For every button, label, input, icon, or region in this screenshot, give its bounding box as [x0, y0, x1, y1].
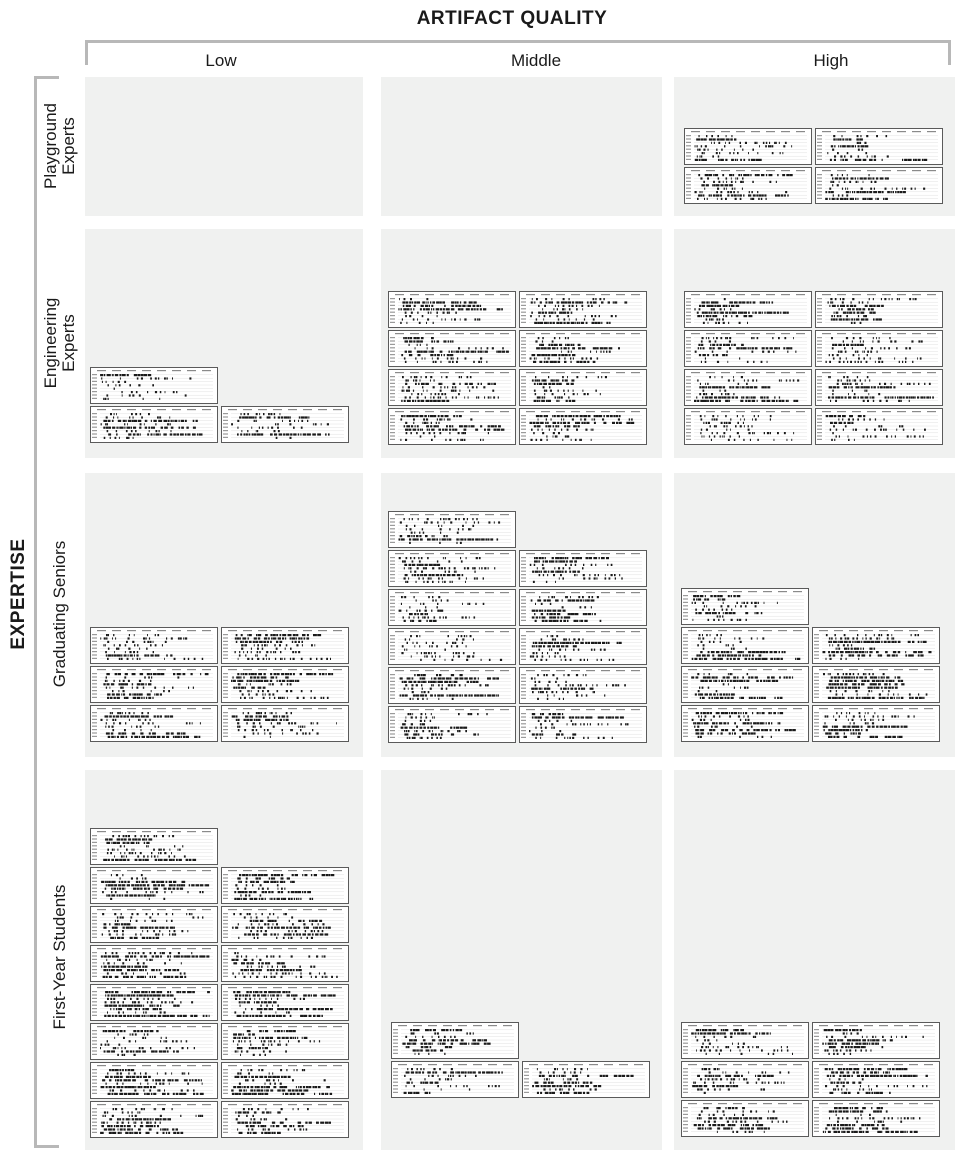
session-timeline	[681, 1100, 809, 1137]
session-timeline	[221, 1062, 349, 1099]
session-timeline	[815, 291, 943, 328]
session-timeline	[681, 588, 809, 625]
cell-playground-middle	[381, 77, 662, 216]
row-label-first-year-students: First-Year Students	[50, 884, 69, 1030]
x-axis-title: ARTIFACT QUALITY	[416, 8, 608, 29]
session-timeline	[519, 589, 647, 626]
session-timeline	[391, 1022, 519, 1059]
session-timeline	[519, 369, 647, 406]
session-timeline	[388, 330, 516, 367]
session-timeline	[388, 706, 516, 743]
session-timeline	[388, 589, 516, 626]
session-timeline	[815, 369, 943, 406]
session-timeline	[90, 406, 218, 443]
session-timeline	[221, 984, 349, 1021]
session-timeline	[519, 628, 647, 665]
row-label-engineering-experts: Engineering Experts	[41, 297, 78, 389]
cell-firstyear-middle	[381, 770, 662, 1150]
session-timeline	[90, 666, 218, 703]
session-timeline	[90, 906, 218, 943]
session-timeline	[90, 1023, 218, 1060]
cell-firstyear-high	[674, 770, 955, 1150]
session-timeline	[812, 1022, 940, 1059]
session-timeline	[684, 369, 812, 406]
session-timeline	[388, 369, 516, 406]
cell-firstyear-low	[85, 770, 363, 1150]
session-timeline	[522, 1061, 650, 1098]
session-timeline	[90, 984, 218, 1021]
session-timeline	[388, 667, 516, 704]
session-timeline	[681, 705, 809, 742]
session-timeline	[90, 828, 218, 865]
session-timeline	[519, 330, 647, 367]
cell-engineering-low	[85, 229, 363, 458]
session-timeline	[221, 1023, 349, 1060]
session-timeline	[681, 666, 809, 703]
session-timeline	[812, 627, 940, 664]
session-timeline	[681, 627, 809, 664]
session-timeline	[388, 511, 516, 548]
session-timeline	[519, 291, 647, 328]
session-timeline	[519, 408, 647, 445]
session-timeline	[812, 1100, 940, 1137]
session-timeline	[90, 945, 218, 982]
y-axis-title: EXPERTISE	[8, 538, 29, 650]
session-timeline	[221, 406, 349, 443]
session-timeline	[221, 627, 349, 664]
session-timeline	[90, 1062, 218, 1099]
column-label-low: Low	[205, 51, 237, 70]
column-label-high: High	[813, 51, 849, 70]
cell-graduating-low	[85, 473, 363, 757]
cell-engineering-middle	[381, 229, 662, 458]
row-label-playground-experts: Playground Experts	[41, 103, 78, 190]
column-label-middle: Middle	[510, 51, 562, 70]
session-timeline	[684, 291, 812, 328]
session-timeline	[681, 1061, 809, 1098]
session-timeline	[388, 408, 516, 445]
session-timeline	[221, 945, 349, 982]
session-timeline	[388, 291, 516, 328]
session-timeline	[388, 628, 516, 665]
cell-graduating-high	[674, 473, 955, 757]
session-timeline	[519, 706, 647, 743]
session-timeline	[812, 705, 940, 742]
session-timeline	[519, 667, 647, 704]
session-timeline	[812, 666, 940, 703]
cell-graduating-middle	[381, 473, 662, 757]
session-timeline	[221, 705, 349, 742]
session-timeline	[388, 550, 516, 587]
cell-playground-low	[85, 77, 363, 216]
session-timeline	[684, 408, 812, 445]
session-timeline	[684, 128, 812, 165]
session-timeline	[221, 1101, 349, 1138]
session-timeline	[90, 367, 218, 404]
session-timeline	[684, 167, 812, 204]
session-timeline	[681, 1022, 809, 1059]
session-timeline	[684, 330, 812, 367]
session-timeline	[519, 550, 647, 587]
row-label-graduating-seniors: Graduating Seniors	[50, 540, 69, 688]
session-timeline	[221, 906, 349, 943]
cell-engineering-high	[674, 229, 955, 458]
session-timeline	[812, 1061, 940, 1098]
session-timeline	[815, 167, 943, 204]
cell-playground-high	[674, 77, 955, 216]
session-timeline	[90, 705, 218, 742]
session-timeline	[815, 128, 943, 165]
session-timeline	[90, 1101, 218, 1138]
session-timeline	[221, 666, 349, 703]
session-timeline	[815, 330, 943, 367]
session-timeline	[221, 867, 349, 904]
session-timeline	[90, 627, 218, 664]
session-timeline	[90, 867, 218, 904]
session-timeline	[815, 408, 943, 445]
session-timeline	[391, 1061, 519, 1098]
